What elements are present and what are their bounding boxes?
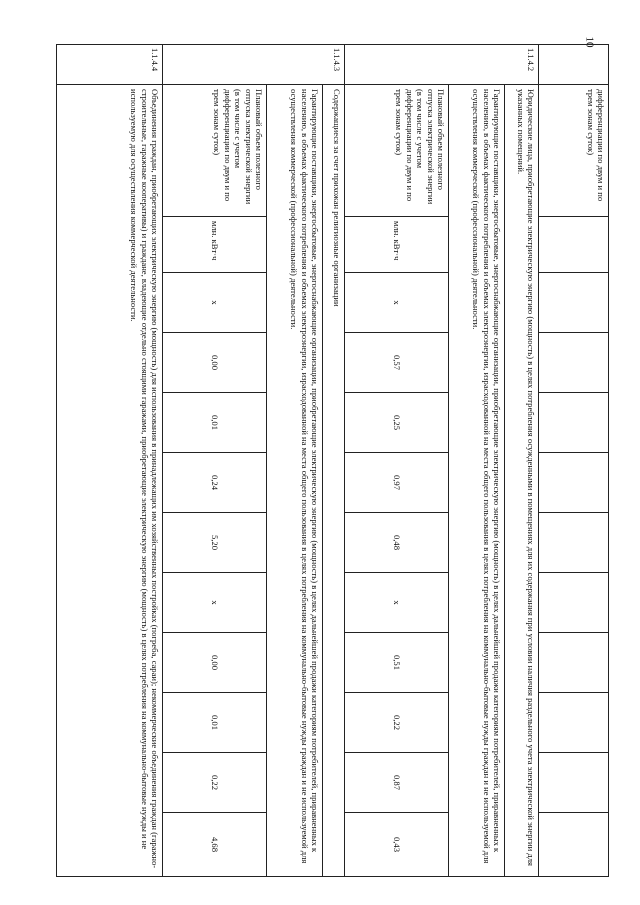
section-code: 1.1.4.2 xyxy=(345,45,539,85)
value-cell: 0,00 xyxy=(163,633,267,693)
value-cell: х xyxy=(163,573,267,633)
rotated-page-content xyxy=(57,44,609,876)
value-cell: 0,87 xyxy=(345,753,449,813)
section-1143-data-row xyxy=(163,45,267,877)
value-cell: 0,51 xyxy=(345,633,449,693)
section-title: Объединения граждан, приобретающих электрическую энергию (мощность) для использования в принадлежащих им хозяйственных постройках (погреба, сараи); некоммерческие объединения граждан (гаражно-строительные, гаражные кооперативы) и граждане, владеющие отдельно стоящими гаражами, приобретающие электрическую энергию (мощность) в целях потребления на коммунально-бытовые нужды и не используемую для осуществления коммерческой деятельности. xyxy=(57,85,163,877)
value-cell: 0,01 xyxy=(163,393,267,453)
section-1144-title-row xyxy=(57,45,163,877)
section-1143-title-row xyxy=(323,45,345,877)
section-title: Юридические лица, приобретающие электрическую энергию (мощность) в целях потребления осужденными в помещениях для их содержания при условии наличия раздельного учета электрической энергии для указанных помещений. xyxy=(505,85,539,877)
section-code: 1.1.4.4 xyxy=(57,45,163,85)
section-description: Гарантирующие поставщики, энергосбытовые, энергоснабжающие организации, приобретающие электрическую энергию (мощность) в целях дальнейшей продажи категориям потребителей, приравненных к населению, в объемах фактического потребления и объемах электроэнергии, израсходованной на места общего пользования в целях потребления на коммунально-бытовые нужды граждан и не используемой для осуществления коммерческой (профессиональной) деятельности. xyxy=(267,85,323,877)
value-cell: 0,22 xyxy=(163,753,267,813)
value-cell: 0,01 xyxy=(163,693,267,753)
row-label: Плановый объем полезного отпуска электрической энергии (в том числе с учетом дифференциации по двум и по трем зонам суток) xyxy=(163,85,267,217)
row-label: Плановый объем полезного отпуска электрической энергии (в том числе с учетом дифференциации по двум и по трем зонам суток) xyxy=(345,85,449,217)
value-cell: 0,43 xyxy=(345,813,449,877)
value-cell: х xyxy=(345,573,449,633)
section-title: Содержащиеся за счет прихожан религиозные организации xyxy=(323,85,345,877)
value-cell: 4,68 xyxy=(163,813,267,877)
value-cell: 0,57 xyxy=(345,333,449,393)
page-number: 10 xyxy=(583,36,596,48)
unit-cell: млн. кВт·ч xyxy=(345,217,449,273)
section-1143-desc-row xyxy=(267,45,323,877)
value-cell: 0,48 xyxy=(345,513,449,573)
value-cell: х xyxy=(163,273,267,333)
code-cell-empty xyxy=(539,45,609,85)
section-1142-desc-row xyxy=(449,45,505,877)
value-cell: 0,22 xyxy=(345,693,449,753)
value-cell: 0,25 xyxy=(345,393,449,453)
value-cell: 0,24 xyxy=(163,453,267,513)
value-cell: 0,00 xyxy=(163,333,267,393)
value-cell: 5,20 xyxy=(163,513,267,573)
continuation-label: дифференциации по двум и по трем зонам суток) xyxy=(539,85,609,217)
section-1142-title-row xyxy=(505,45,539,877)
value-cell: 0,97 xyxy=(345,453,449,513)
section-1142-data-row xyxy=(345,45,449,877)
value-cell: х xyxy=(345,273,449,333)
consumption-table xyxy=(56,44,609,877)
section-description: Гарантирующие поставщики, энергосбытовые, энергоснабжающие организации, приобретающие электрическую энергию (мощность) в целях дальнейшей продажи категориям потребителей, приравненных к населению, в объемах фактического потребления и объемах электроэнергии, израсходованной на места общего пользования в целях потребления на коммунально-бытовые нужды граждан и не используемой для осуществления коммерческой (профессиональной) деятельности. xyxy=(449,85,505,877)
unit-cell: млн. кВт·ч xyxy=(163,217,267,273)
continuation-row xyxy=(539,45,609,877)
section-code: 1.1.4.3 xyxy=(163,45,345,85)
